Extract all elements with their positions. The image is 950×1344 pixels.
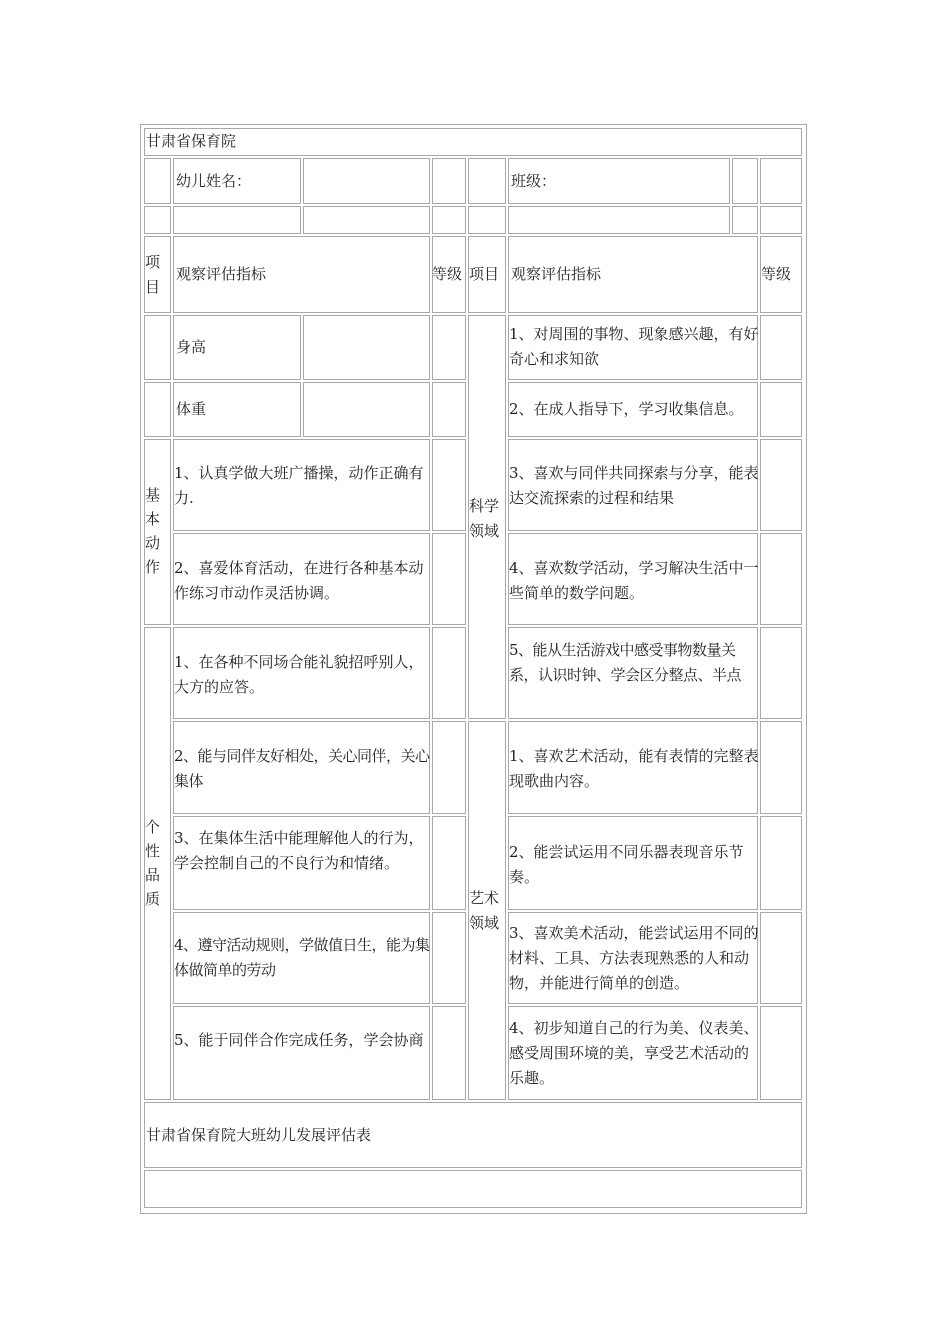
column-indicator-right: 观察评估指标 xyxy=(511,265,602,283)
basic-motion-item-2: 2、喜爱体育活动，在进行各种基本动作练习市动作灵活协调。 xyxy=(174,559,424,602)
personality-item-2: 2、能与同伴友好相处，关心同伴，关心集体 xyxy=(174,747,430,790)
science-item-1: 1、对周围的事物、现象感兴趣，有好奇心和求知欲 xyxy=(509,325,759,368)
info-cell xyxy=(432,158,466,204)
science-item-2: 2、在成人指导下，学习收集信息。 xyxy=(509,400,744,418)
grade-field[interactable] xyxy=(760,533,802,625)
weight-label: 体重 xyxy=(176,400,207,418)
org-name: 甘肃省保育院 xyxy=(146,132,237,150)
art-item-4: 4、初步知道自己的行为美、仪表美、感受周围环境的美，享受艺术活动的乐趣。 xyxy=(509,1019,759,1087)
spacer-cell xyxy=(144,206,171,234)
name-field[interactable] xyxy=(303,158,430,204)
grade-field[interactable] xyxy=(432,533,466,625)
grade-field[interactable] xyxy=(432,816,466,910)
personality-item-4: 4、遵守活动规则，学做值日生，能为集体做简单的劳动 xyxy=(174,936,430,979)
item-cell xyxy=(144,382,171,437)
science-item-5: 5、能从生活游戏中感受事物数量关系，认识时钟、学会区分整点、半点 xyxy=(509,641,742,684)
art-item-1: 1、喜欢艺术活动，能有表情的完整表现歌曲内容。 xyxy=(509,747,759,790)
grade-field[interactable] xyxy=(432,439,466,531)
category-science: 科学领域 xyxy=(469,497,500,540)
personality-item-3: 3、在集体生活中能理解他人的行为，学会控制自己的不良行为和情绪。 xyxy=(174,829,424,872)
spacer-cell xyxy=(760,206,802,234)
height-value-field[interactable] xyxy=(303,315,430,380)
category-basic-motion: 基本动作 xyxy=(145,486,161,576)
grade-field[interactable] xyxy=(760,627,802,719)
grade-field[interactable] xyxy=(760,1006,802,1100)
grade-field[interactable] xyxy=(432,912,466,1004)
art-item-3: 3、喜欢美术活动，能尝试运用不同的材料、工具、方法表现熟悉的人和动物，并能进行简单的创造。 xyxy=(509,924,759,992)
grade-field[interactable] xyxy=(760,315,802,380)
column-item-right: 项目 xyxy=(469,265,500,283)
name-label: 幼儿姓名： xyxy=(176,172,252,190)
header-row xyxy=(144,128,802,156)
spacer-cell xyxy=(468,206,506,234)
grade-field[interactable] xyxy=(432,721,466,814)
basic-motion-item-1: 1、认真学做大班广播操，动作正确有力. xyxy=(174,464,424,507)
art-item-2: 2、能尝试运用不同乐器表现音乐节奏。 xyxy=(509,843,744,886)
grade-field[interactable] xyxy=(760,382,802,437)
spacer-cell xyxy=(432,206,466,234)
weight-value-field[interactable] xyxy=(303,382,430,437)
personality-item-1: 1、在各种不同场合能礼貌招呼别人，大方的应答。 xyxy=(174,653,424,696)
spacer-cell xyxy=(732,206,758,234)
grade-field[interactable] xyxy=(432,627,466,719)
grade-field[interactable] xyxy=(760,816,802,910)
grade-field[interactable] xyxy=(760,439,802,531)
grade-field[interactable] xyxy=(760,912,802,1004)
column-item-left: 项目 xyxy=(145,253,161,296)
item-cell xyxy=(144,315,171,380)
height-label: 身高 xyxy=(176,338,207,356)
column-grade-left: 等级 xyxy=(432,265,463,283)
footer-empty-row xyxy=(144,1170,802,1208)
info-cell xyxy=(468,158,506,204)
spacer-cell xyxy=(303,206,430,234)
grade-field[interactable] xyxy=(432,382,466,437)
grade-field[interactable] xyxy=(760,721,802,814)
class-field[interactable] xyxy=(760,158,802,204)
column-grade-right: 等级 xyxy=(761,265,792,283)
science-item-3: 3、喜欢与同伴共同探索与分享，能表达交流探索的过程和结果 xyxy=(509,464,759,507)
grade-field[interactable] xyxy=(432,315,466,380)
science-item-4: 4、喜欢数学活动，学习解决生活中一些简单的数学问题。 xyxy=(509,559,759,602)
category-art: 艺术领域 xyxy=(469,889,500,932)
grade-field[interactable] xyxy=(432,1006,466,1100)
info-cell xyxy=(732,158,758,204)
info-cell xyxy=(144,158,171,204)
class-label: 班级： xyxy=(511,172,557,190)
form-title: 甘肃省保育院大班幼儿发展评估表 xyxy=(146,1126,372,1144)
spacer-cell xyxy=(508,206,730,234)
personality-item-5: 5、能于同伴合作完成任务，学会协商 xyxy=(174,1031,424,1049)
indicator-cell xyxy=(173,1006,430,1100)
category-personality: 个性品质 xyxy=(145,818,161,908)
spacer-cell xyxy=(173,206,301,234)
column-indicator-left: 观察评估指标 xyxy=(176,265,267,283)
